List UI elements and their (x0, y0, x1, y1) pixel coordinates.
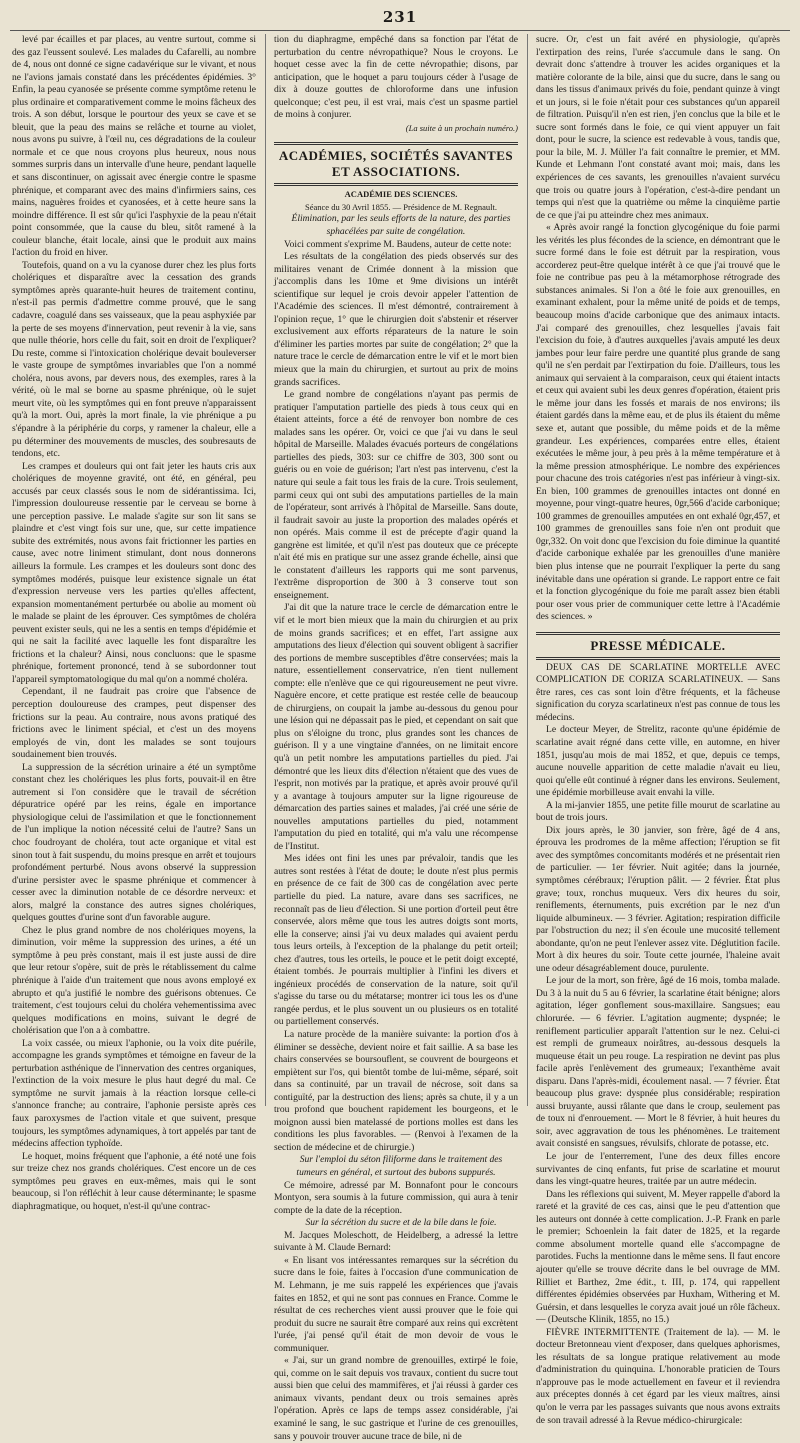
paragraph: Cependant, il ne faudrait pas croire que l'absence de perception douloureuse des crampes, peut dispenser des frictions sur la peau. Au contraire, nous avons pratiqué des frictions avec le liniment spécial, et c'est un des moyens employés de vin, dont les malades se sont toujours soudainement bien trouvés. (12, 686, 256, 761)
paragraph: Le hoquet, moins fréquent que l'aphonie, a été noté une fois sur treize chez nos grands cholériques. C'est encore un de ces symptômes peu graves en eux-mêmes, mais qui le sont beaucoup, si l'on réfléchit à leur cause déterminante; le spasme diaphragmatique, ou hoquet, n'est-il qu'une contrac- (12, 1150, 256, 1212)
paragraph: Chez le plus grand nombre de nos cholériques moyens, la diminution, voir même la suppression des urines, a été un symptôme à peu près constant, mais il est juste aussi de dire que leur retour s'opère, suit de près le rétablissement du calme phrénique à l'aide d'un traitement que nous avons employé ex abrupto et qu'a justifié le nombre des guérisons obtenues. Ce traitement, c'est toujours celui du choléra vehementissima avec quelques modifications en moins, suivant le degré de cholérisation que l'on a à combattre. (12, 924, 256, 1037)
paragraph: tion du diaphragme, empêché dans sa fonction par l'état de perturbation du centre névropathique? Nous le croyons. Le hoquet cesse avec la fin de cette névropathie; disons, par anticipation, que le hoquet a paru toujours céder à l'usage de dix à douze gouttes de chloroforme dans une infusion quelconque; c'est peu, il est vrai, mais c'est un spasme partiel de moins à conjurer. (274, 34, 518, 121)
paragraph: J'ai dit que la nature trace le cercle de démarcation entre le vif et le mort bien mieux que la main du chirurgien et au prix de moins grands sacrifices; et en effet, l'art assigne aux amputations des lieux d'élection qui souvent obligent à sacrifier des portions de membre susceptibles d'être conservées; mais la nature, essentiellement conservatrice, n'en tient nullement compte: elle n'enlève que ce qui rigoureusement ne peut vivre. Naguère encore, et cette pratique est restée celle de beaucoup de chirurgiens, on coupait la jambe au-dessous du genou pour une lésion qui ne dépassait pas le pied, et cependant on sait que plus on s'éloigne du tronc, plus grandes sont les chances de guérison. Il y a une vingtaine d'années, on ne limitait encore qu'à un petit nombre les amputations partielles du pied. J'ai démontré que les lieux dits d'élection n'étaient que des vues de l'esprit, non motivés par la pratique, et après avoir prouvé qu'il y a avantage à toujours amputer sur la ligne rigoureuse de démarcation des parties saines et malades, j'ai créé une série de nouvelles amputations partielles du pied, notamment l'amputation du pied en totalité, qui m'a valu une récompense de l'Institut. (274, 602, 518, 852)
paragraph: Dix jours après, le 30 janvier, son frère, âgé de 4 ans, éprouva les prodromes de la même affection; l'éruption se fit avec des symptômes concomitants modérés et ne présentait rien de particulier. — 1er février. Nuit agitée; dans la journée, symptômes cérébraux; l'éruption pâlit. — 2 février. État plus grave; toux, ronchus muqueux. Vers dix heures du soir, reniflements, éternuments, puis excrétion par le nez d'un liquide albumineux. — 3 février. Agitation; respiration difficile par l'obstruction du nez; il s'en écoule une mucosité tellement abondante, qu'on ne peut l'enlever assez vite. Déglutition facile. Mort à dix heures du soir. Toute cette journée, l'haleine avait une odeur désagréablement douce, purulente. (536, 824, 780, 974)
paragraph: Toutefois, quand on a vu la cyanose durer chez les plus forts cholériques et disparaître avec la cessation des grands symptômes après quarante-huit heures de traitement continu, n'est-il pas permis d'admettre comme prouvé, que le sang cadavre, coagulé dans ses vaisseaux, que la peau asphyxiée par la perte de ses moyens d'innervation, peut revenir à la vie, sans que nulle théorie, hors celle du fait, soit en droit de l'expliquer? Du reste, comme si l'intoxication cholérique devait bouleverser le vaste groupe de symptômes invariables que l'on a nommé choléra, nous avons, par devers nous, des exemples, rares à la vérité, où le mal se borne au spasme phrénique, où le sujet meurt vite, où les symptômes qui en font preuve n'apparaissent qu'à la mort. Oui, après la mort finale, la vie phrénique a pu s'épandre à la périphérie du corps, y ramener la chaleur, elle a pu déterminer des mouvements de muscles, des soubresauts de tendons, etc. (12, 259, 256, 460)
paragraph: Le jour de la mort, son frère, âgé de 16 mois, tomba malade. Du 3 à la nuit du 5 au 6 février, la scarlatine était bénigne; alors agitation, léger gonflement sous-maxillaire. Sangsues; eau chlorurée. — 6 février. L'agitation augmente; dyspnée; le reniflement particulier apparaît l'attention sur le nez. Celui-ci est rempli de grumeaux noirâtres, au-dessous desquels la muqueuse était un peu rouge. La respiration ne devint pas plus facile après l'enlèvement des grumeaux; l'exanthème avait disparu. Dans l'après-midi, écoulement nasal. — 7 février. État beaucoup plus grave: dyspnée plus considérable; respiration aussi bruyante, aussi râlante que dans le croup, seulement pas de toux ni d'enrouement. — Mort le 8 février, à huit heures du soir, avec aggravation de tous les phénomènes. Le traitement avait consisté en sangsues, révulsifs, chlorate de potasse, etc. (536, 975, 780, 1150)
continued-note: (La suite à un prochain numéro.) (405, 122, 518, 133)
subject-heading: Sur la sécrétion du sucre et de la bile dans le foie. (305, 1217, 497, 1229)
paragraph: Les résultats de la congélation des pieds observés sur des militaires venant de Crimée donnent à la mission que j'accomplis dans les 10me et 9me divisions un intérêt scientifique sur lequel je crois devoir appeler l'attention de l'Académie des sciences. Il m'est démontré, contrairement à l'opinion reçue, 1° que le chirurgien doit s'abstenir et réserver exclusivement aux efforts réparateurs de la nature le soin d'éliminer les parties mortes par suite de congélation; 2° que la nature trace le cercle de démarcation entre le vif et le mort bien mieux que la main du chirurgien, et surtout au prix de moins grands sacrifices. (274, 251, 518, 388)
column-left (12, 34, 256, 1212)
paragraph: Ce mémoire, adressé par M. Bonnafont pour le concours Montyon, sera soumis à la future commission, qui aura à tenir compte de la date de la réception. (274, 1179, 518, 1216)
paragraph: DEUX CAS DE SCARLATINE MORTELLE AVEC COMPLICATION DE CORIZA SCARLATINEUX. — Sans être rares, ces cas sont loin d'être fréquents, et la fâcheuse signification du coryza scarlatineux n'est pas connue de tous les médecins. (536, 661, 780, 723)
paragraph: levé par écailles et par places, au ventre surtout, comme si des gaz l'eussent soulevé. Les malades du Cafarelli, au nombre de 4, nous ont donné ce signe cadavérique sur le vivant, et nous ne l'avions jamais constaté dans les précédentes épidémies. 3° Enfin, la peau cyanosée se présente comme symptôme retenu le plus ordinaire et comparativement comme le moins fâcheux des trois. A son début, lorsque le pourtour des yeux se cave et se bleuit, que la peau des mains se relâche et tourne au violet, nous avons pu suivre, à l'œil nu, ces dégradations de la couleur normale et ce que nous croyons plus heureux, nous nous sommes surpris dans un intervalle d'une heure, pendant laquelle et sans discontinuer, on agissait avec énergie contre le spasme phrénique, et comparant avec des mains d'infirmiers sains, ces mains, naguères froides et cyanosées, et à cette heure sans la moindre différence. Il est sûr qu'ici l'asphyxie de la peau n'était point consommée, que la cause du bleu, sitôt ramené à la couleur blanche, était locale, ainsi que le produit aux mains l'action du froid en hiver. (12, 34, 256, 259)
column-divider (527, 34, 528, 1106)
paragraph: La suppression de la sécrétion urinaire a été un symptôme constant chez les cholériques les plus forts, pouvait-il en être autrement si l'on considère que le travail de sécrétion dépuratrice opéré par les reins, égale en importance physiologique celui de l'assimilation et que le fonctionnement de l'un implique la notion nécessité celui de l'autre? Sans un choc foudroyant de choléra, tout acte organique et vital est sinon tout à fait suspendu, du moins presque en arrêt et toujours profondément perturbé. Nous avons observé la suppression d'urine persister avec le spasme phrénique et commencer à cesser avec la diminution notable de ce désordre nerveux: et alors, malgré la constance des autres signes cholériques, quelques gouttes d'urine sont d'un favorable augure. (12, 761, 256, 924)
paragraph: Le docteur Meyer, de Strelitz, raconte qu'une épidémie de scarlatine avait régné dans cette ville, en automne, en hiver 1851, jusqu'au mois de mai 1852, et que, depuis ce temps, aucune nouvelle apparition de cette maladie n'avait eu lieu, quoi qu'elle eût continué à régner dans les environs. Seulement, une épidémie morbilleuse avait envahi la ville. (536, 724, 780, 799)
paragraph: Voici comment s'exprime M. Baudens, auteur de cette note: (284, 238, 512, 250)
paragraph: FIÈVRE INTERMITTENTE (Traitement de la). — M. le docteur Bretonneau vient d'exposer, dans quelques aphorismes, les résultats de sa longue pratique relativement au mode d'administration du quinquina. L'honorable praticien de Tours n'approuve pas le mode actuellement en faveur et il reviendra aux préceptes donnés à cet égard par les vieux maîtres, ainsi qu'on le verra par les passages suivants que nous avons extraits de son travail adressé à la Revue médico-chirurgicale: (536, 1326, 780, 1426)
subject-heading: Sur l'emploi du séton filiforme dans le traitement des tumeurs en général, et surtout des bubons suppurés. (296, 1154, 503, 1179)
column-middle (274, 34, 518, 1442)
paragraph: Mes idées ont fini les unes par prévaloir, tandis que les autres sont restées à l'état de doute; le doute n'est plus permis en présence de ce fait de 300 cas de congélation avec perte partielle du pied. La nature, avare dans ses sacrifices, ne reconnaît pas de lieu d'élection. Si une portion d'orteil peut être conservée, alors même que tous les autres doigts sont morts, elle la conserve; ainsi j'ai vu deux malades qui avaient perdu tous leurs orteils, à l'exception de la phalange du petit orteil; chez d'autres, tous les orteils, le pouce et le petit doigt excepté, étaient tombés. Je pourrais multiplier à l'infini les divers et ingénieux procédés de conservation de la nature, soit qu'il s'agisse du tarse ou du métatarse; montrer ici tous les os d'une rangée perdus, et le plus souvent un ou plusieurs os en totalité ou partiellement conservés. (274, 853, 518, 1028)
page-number: 231 (0, 8, 800, 31)
paragraph: M. Jacques Moleschott, de Heidelberg, a adressé la lettre suivante à M. Claude Bernard: (274, 1229, 518, 1254)
section-title: PRESSE MÉDICALE. (536, 632, 780, 660)
paragraph: « Après avoir rangé la fonction glycogénique du foie parmi les vérités les plus fécondes de la science, en démontrant que le sucre formé dans le foie est détruit par la respiration, vous accorderez peut-être quelque intérêt à ce que j'ai trouvé que le foie ne contribue pas peu à la métamorphose rétrograde des substances animales. Si l'on a ôté le foie aux grenouilles, en examinant exhalent, pour la même unité de poids et de temps, beaucoup moins d'acide carbonique que des animaux intacts. J'ai comparé des grenouilles, chez lesquelles j'avais fait l'excision du foie, à d'autres auxquelles j'avais amputé les deux jambes pour leur faire perdre une quantité plus grande de sang qu'il ne s'en perdait par l'extirpation du foie. D'ailleurs, tous les animaux qui servaient à la comparaison, ceux qui étaient intacts et ceux qui avaient subi les deux genres d'opération, étaient pris le même jour dans les fossés et marais de nos environs; ils étaient gardés dans la même eau, et de plus ils étaient du même sexe et, autant que possible, du même poids et de la même grandeur. Les expériences, comparées entre elles, étaient exécutées le même jour, à peu près à la même température et à la même pression atmosphérique. Le nombre des expériences pour chacune des trois catégories n'est pas inférieur à vingt-six. En bien, 100 grammes de grenouilles intactes ont donné en moyenne, pour vingt-quatre heures, 0gr,566 d'acide carbonique; 100 grammes de grenouilles amputées en ont exhalé 0gr,457, et 100 grammes de grenouilles sans foie n'en ont produit que 0gr,332. On voit donc que l'excision du foie diminue la quantité d'acide carbonique exhalée par les grenouilles d'une manière bien plus intense que ne pourrait l'expliquer la perte du sang inévitable dans une opération si grande. Le rapport entre ce fait et la fonction glycogénique du foie me paraît assez bien établi pour oser vous prier de communiquer cette lettre à l'Académie des sciences. » (536, 222, 780, 623)
paragraph: Les crampes et douleurs qui ont fait jeter les hauts cris aux cholériques de moyenne gravité, ont été, en général, peu accusés par ceux classés sous le nom de sidérantissima. Ici, l'impression douloureuse ressentie par le cerveau se borne à une perception passive. Le malade s'agite sur son lit sans se plaindre et c'est vingt fois sur une, que, sur cette impatience subite des extrémités, nous avons fait frictionner les parties en cause, avec notre liniment stimulant, dont nous donnerons ailleurs la formule. Les crampes et les douleurs sont donc des symptômes modérés, puisque leur existence signale un état d'expression nerveuse vers les parties qu'elles affectent, expansion momentanément perturbée ou abolie au moment où le malade se plaint de les éprouver. Ces symptômes de choléra peuvent exister seuls, qui ne les a sentis en temps d'épidémie et qui ne sait la facilité avec laquelle les font disparaître les frictions et la chaleur? Ainsi, nous concluons: que le spasme phrénique, fortement prononcé, tend à se subordonner tout l'appareil symptomatologique du mal qu'on a nommé choléra. (12, 460, 256, 685)
paragraph: La nature procède de la manière suivante: la portion d'os à éliminer se dessèche, devient noire et fait saillie. A sa base les chairs conservées se boursouflent, se couvrent de bourgeons et empiètent sur l'os, qui bientôt tombe de lui-même, séparé, soit dans sa continuité, par un travail de nécrose, soit dans sa contiguïté, par la destruction des liens; après sa chute, il y a un trou profond que bouchent rapidement les bourgeons, et le moignon aussi bien matelassé de portions molles est dans les conditions les plus favorables. — (Renvoi à l'examen de la section de médecine et de chirurgie.) (274, 1029, 518, 1153)
paragraph: Dans les réflexions qui suivent, M. Meyer rappelle d'abord la rareté et la gravité de ces cas, ainsi que le peu d'attention que les auteurs ont donnée à cette complication. J.-P. Frank en parle le premier; Schoenlein la fait dater de 1825, et la regarde comme absolument mortelle quand elle s'accompagne de parotides. Fuchs la mentionne dans le même sens. Il faut encore ajouter qu'elle se trouve décrite dans le bel ouvrage de MM. Rilliet et Barthez, 2me édit., t. III, p. 174, qui rappellent différentes épidémies observées par Huxham, Withering et M. Guérsin, et dans lesquelles le coryza avait joué un rôle fâcheux. — (Deutsche Klinik, 1855, no 15.) (536, 1188, 780, 1326)
column-right (536, 34, 780, 1426)
session-line: Séance du 30 Avril 1855. — Présidence de M. Regnault. (305, 201, 497, 212)
column-divider (265, 34, 266, 1106)
paragraph: sucre. Or, c'est un fait avéré en physiologie, qu'après l'extirpation des reins, l'urée s'accumule dans le sang. On devrait donc s'attendre à trouver les acides organiques et la matière colorante de la bile, ainsi que du sucre, dans le sang ou dans les tissus d'animaux privés du foie, pendant quinze à vingt et un jours, si le foie n'était pour ces substances qu'un appareil de filtration. Puisqu'il n'en est rien, j'en conclus que la bile et le sucre sont formés dans le foie, ce qui vient appuyer un fait dont, pour le sucre, la science est redevable à vous, tandis que, pour la bile, M. J. Müller l'a fait connaître le premier, et MM. Kunde et Lehmann l'ont constaté avant moi; mais, dans les expériences de ces savants, les grenouilles n'avaient survécu que trois ou quatre jours à l'opération, c'est-à-dire pendant un temps qui n'est que la quatrième ou même la cinquième partie de ce que j'ai pu atteindre chez mes animaux. (536, 34, 780, 221)
paragraph: A la mi-janvier 1855, une petite fille mourut de scarlatine au bout de trois jours. (536, 799, 780, 824)
paragraph: « J'ai, sur un grand nombre de grenouilles, extirpé le foie, qui, comme on le sait depuis vos travaux, contient du sucre tout aussi bien que celui des mammifères, et j'ai réussi à garder ces animaux vivants, pendant deux ou trois semaines après l'opération. Après ce laps de temps assez considérable, j'ai examiné le sang, le suc gastrique et l'urine de ces grenouilles, sans y pouvoir trouver aucune trace de bile, ni de (274, 1355, 518, 1442)
section-title: ACADÉMIES, SOCIÉTÉS SAVANTES ET ASSOCIATIONS. (274, 142, 518, 186)
paragraph: Le grand nombre de congélations n'ayant pas permis de pratiquer l'amputation partielle des pieds à tous ceux qui en étaient atteints, force a été de renvoyer bon nombre de ces malades sans les opérer. Or, voici ce que j'ai vu dans le seul hôpital de Marseille. Malades évacués porteurs de congélations partielles des pieds, 303: sur ce chiffre de 303, 300 sont ou guéris ou en voie de guérison; l'art n'est pas intervenu, c'est la nature qui seule a fait tous les frais de la cure. Trois seulement, parmi ceux qui ont subi des amputations partielles de la main de l'opérateur, sont arrivés à l'hôpital de Marseille. Sans doute, il faudrait savoir au juste la proportion des malades opérés et non opérés. Mais comme il est de précepte d'agir quand la gangrène est limitée, et qu'il n'est pas douteux que ce précepte n'ait été mis en pratique sur une assez grande échelle, ainsi que le constatent d'ailleurs les rapports qui me sont parvenus, l'extrême disproportion de 300 à 3 conserve tout son enseignement. (274, 389, 518, 601)
paragraph: Le jour de l'enterrement, l'une des deux filles encore survivantes de cinq enfants, fut prise de scarlatine et mourut dans les vingt-quatre heures, traitée par un autre médecin. (536, 1151, 780, 1188)
subject-heading: Élimination, par les seuls efforts de la nature, des parties sphacélées par suite de congélation. (291, 213, 511, 238)
academy-heading: ACADÉMIE DES SCIENCES. (344, 189, 458, 200)
paragraph: La voix cassée, ou mieux l'aphonie, ou la voix dite puérile, accompagne les grands symptômes et témoigne en faveur de la perturbation asthénique de l'innervation des centres organiques, l'extinction de la voix mesure le plus haut degré du mal. Ce symptôme ne survit jamais à la réaction lorsque celle-ci s'annonce franche; au contraire, l'aphonie persiste après ces faux paroxysmes de l'action vitale et que suivent, presque toujours, les symptômes adynamiques, à tort appelés par tant de médecins affection typhoïde. (12, 1037, 256, 1150)
paragraph: « En lisant vos intéressantes remarques sur la sécrétion du sucre dans le foie, faites à l'occasion d'une communication de M. Lehmann, je me suis rappelé les expériences que j'avais faites en 1852, et qui ne sont pas connues en France. Comme le résultat de ces recherches vient aussi prouver que le foie qui produit du sucre ne saurait être comparé aux reins qui excrètent l'urée, j'ai pensé qu'il était de mon devoir de vous le communiquer. (274, 1254, 518, 1354)
